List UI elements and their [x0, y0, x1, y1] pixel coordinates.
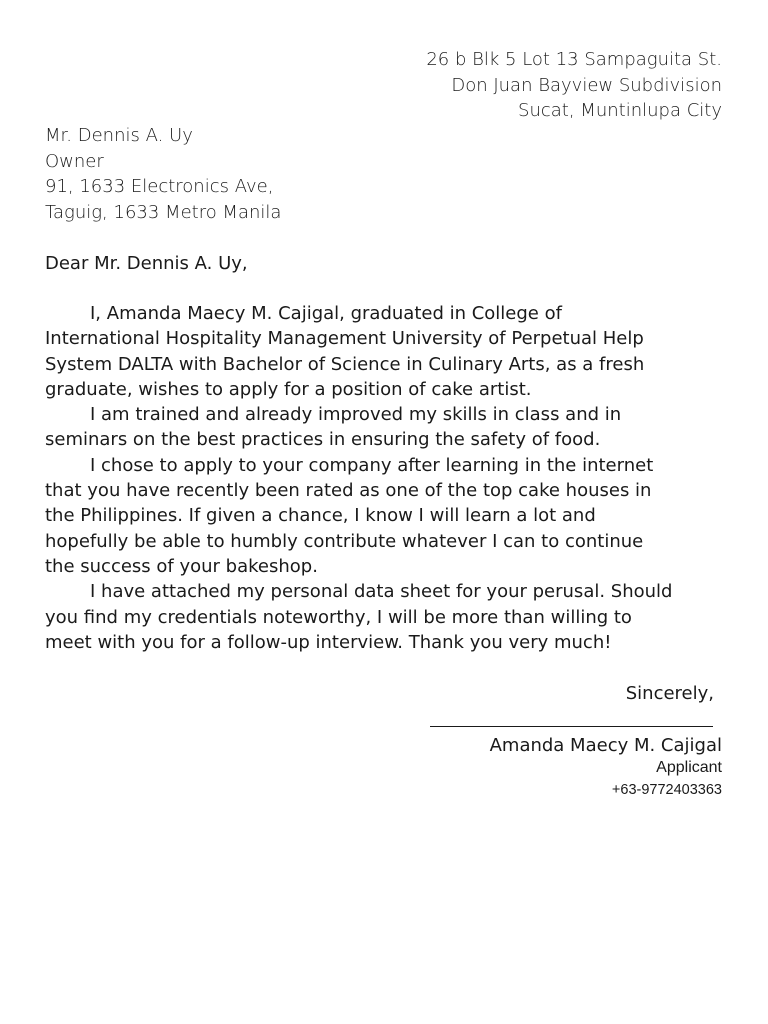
sender-address [426, 47, 722, 124]
body-line: you find my credentials noteworthy, I will be more than willing to [45, 606, 632, 628]
recipient-name: Mr. Dennis A. Uy [45, 125, 193, 146]
recipient-address-line: Taguig, 1633 Metro Manila [45, 201, 282, 223]
letter-body [45, 301, 735, 655]
body-line: graduate, wishes to apply for a position of cake artist. [45, 378, 532, 400]
body-line: I am trained and already improved my skills in class and in [90, 404, 622, 426]
body-line: I, Amanda Maecy M. Cajigal, graduated in College of [90, 303, 562, 324]
recipient-block [45, 123, 281, 225]
recipient-title: Owner [45, 150, 104, 172]
body-line: I chose to apply to your company after learning in the internet [90, 454, 654, 476]
body-line: meet with you for a follow-up interview. Thank you very much! [45, 631, 612, 653]
body-line: the success of your bakeshop. [45, 555, 318, 577]
sender-address-line: Don Juan Bayview Subdivision [451, 74, 722, 96]
body-line: that you have recently been rated as one of the top cake houses in [45, 480, 652, 502]
body-line: International Hospitality Management University of Perpetual Help [45, 328, 644, 350]
sender-address-line: Sucat, Muntinlupa City [518, 100, 722, 121]
salutation: Dear Mr. Dennis A. Uy, [45, 253, 248, 274]
body-line: the Philippines. If given a chance, I know I will learn a lot and [45, 505, 596, 527]
sender-address-line: 26 b Blk 5 Lot 13 Sampaguita St. [426, 49, 722, 70]
body-line: System DALTA with Bachelor of Science in Culinary Arts, as a fresh [45, 353, 645, 375]
signature-phone: +63-9772403363 [611, 782, 722, 798]
recipient-address-line: 91, 1633 Electronics Ave, [45, 176, 274, 197]
body-line: I have attached my personal data sheet for your perusal. Should [90, 581, 673, 603]
signature-name: Amanda Maecy M. Cajigal [489, 735, 722, 756]
body-line: seminars on the best practices in ensuring the safety of food. [45, 429, 601, 451]
signature-line [430, 726, 713, 727]
body-line: hopefully be able to humbly contribute whatever I can to continue [45, 530, 644, 552]
signature-title: Applicant [656, 759, 722, 776]
closing: Sincerely, [625, 683, 714, 704]
